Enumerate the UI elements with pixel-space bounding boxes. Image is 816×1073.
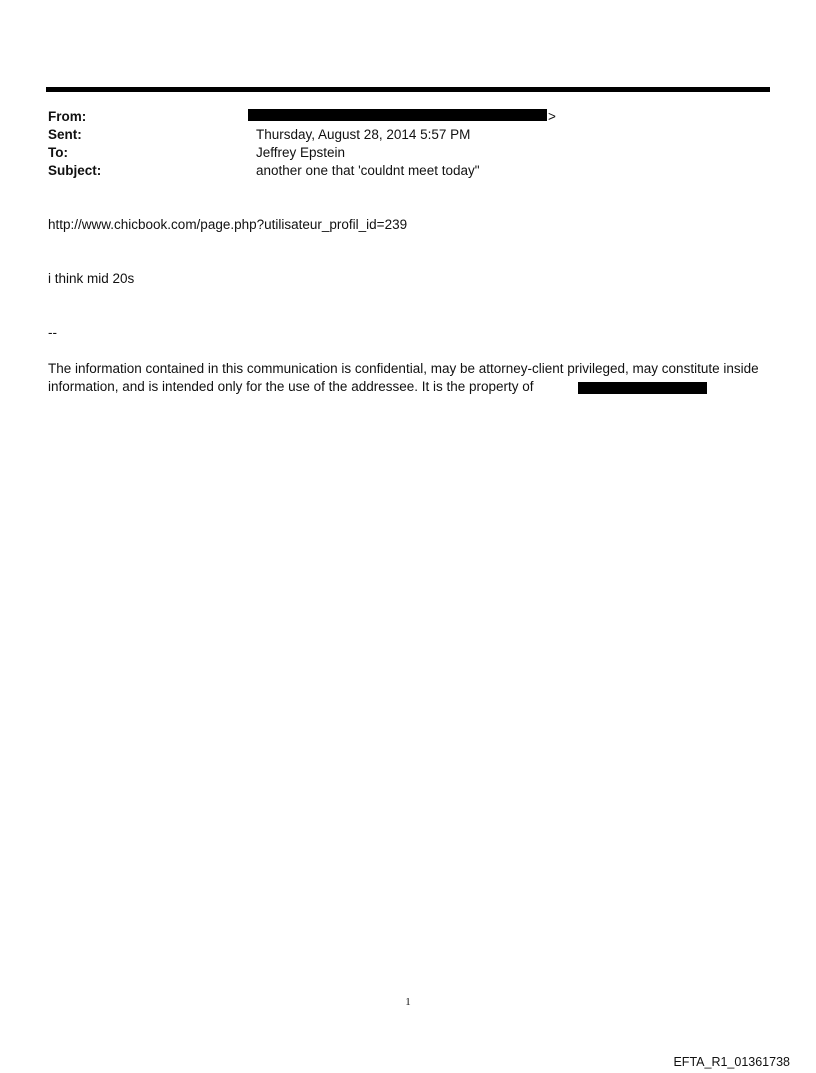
message-text: i think mid 20s xyxy=(48,271,135,286)
message-link[interactable]: http://www.chicbook.com/page.php?utilisateur_profil_id=239 xyxy=(48,217,408,232)
signature-separator: -- xyxy=(48,325,57,340)
bates-number: EFTA_R1_01361738 xyxy=(673,1055,790,1069)
page-number: 1 xyxy=(405,996,411,1008)
subject-value: another one that 'couldnt meet today" xyxy=(256,163,480,178)
disclaimer-redaction xyxy=(578,382,707,394)
subject-label: Subject: xyxy=(48,163,102,178)
from-redaction xyxy=(248,109,547,121)
from-label: From: xyxy=(48,109,87,124)
from-value-tail: > xyxy=(548,109,556,124)
header-divider xyxy=(46,87,770,92)
confidentiality-disclaimer: The information contained in this communication is confidential, may be attorney-client privileged, may constitute inside information, and is intended only for the use of the addressee. It is the property of xyxy=(48,361,759,394)
sent-label: Sent: xyxy=(48,127,82,142)
sent-value: Thursday, August 28, 2014 5:57 PM xyxy=(256,127,471,142)
to-value: Jeffrey Epstein xyxy=(256,145,346,160)
to-label: To: xyxy=(48,145,68,160)
